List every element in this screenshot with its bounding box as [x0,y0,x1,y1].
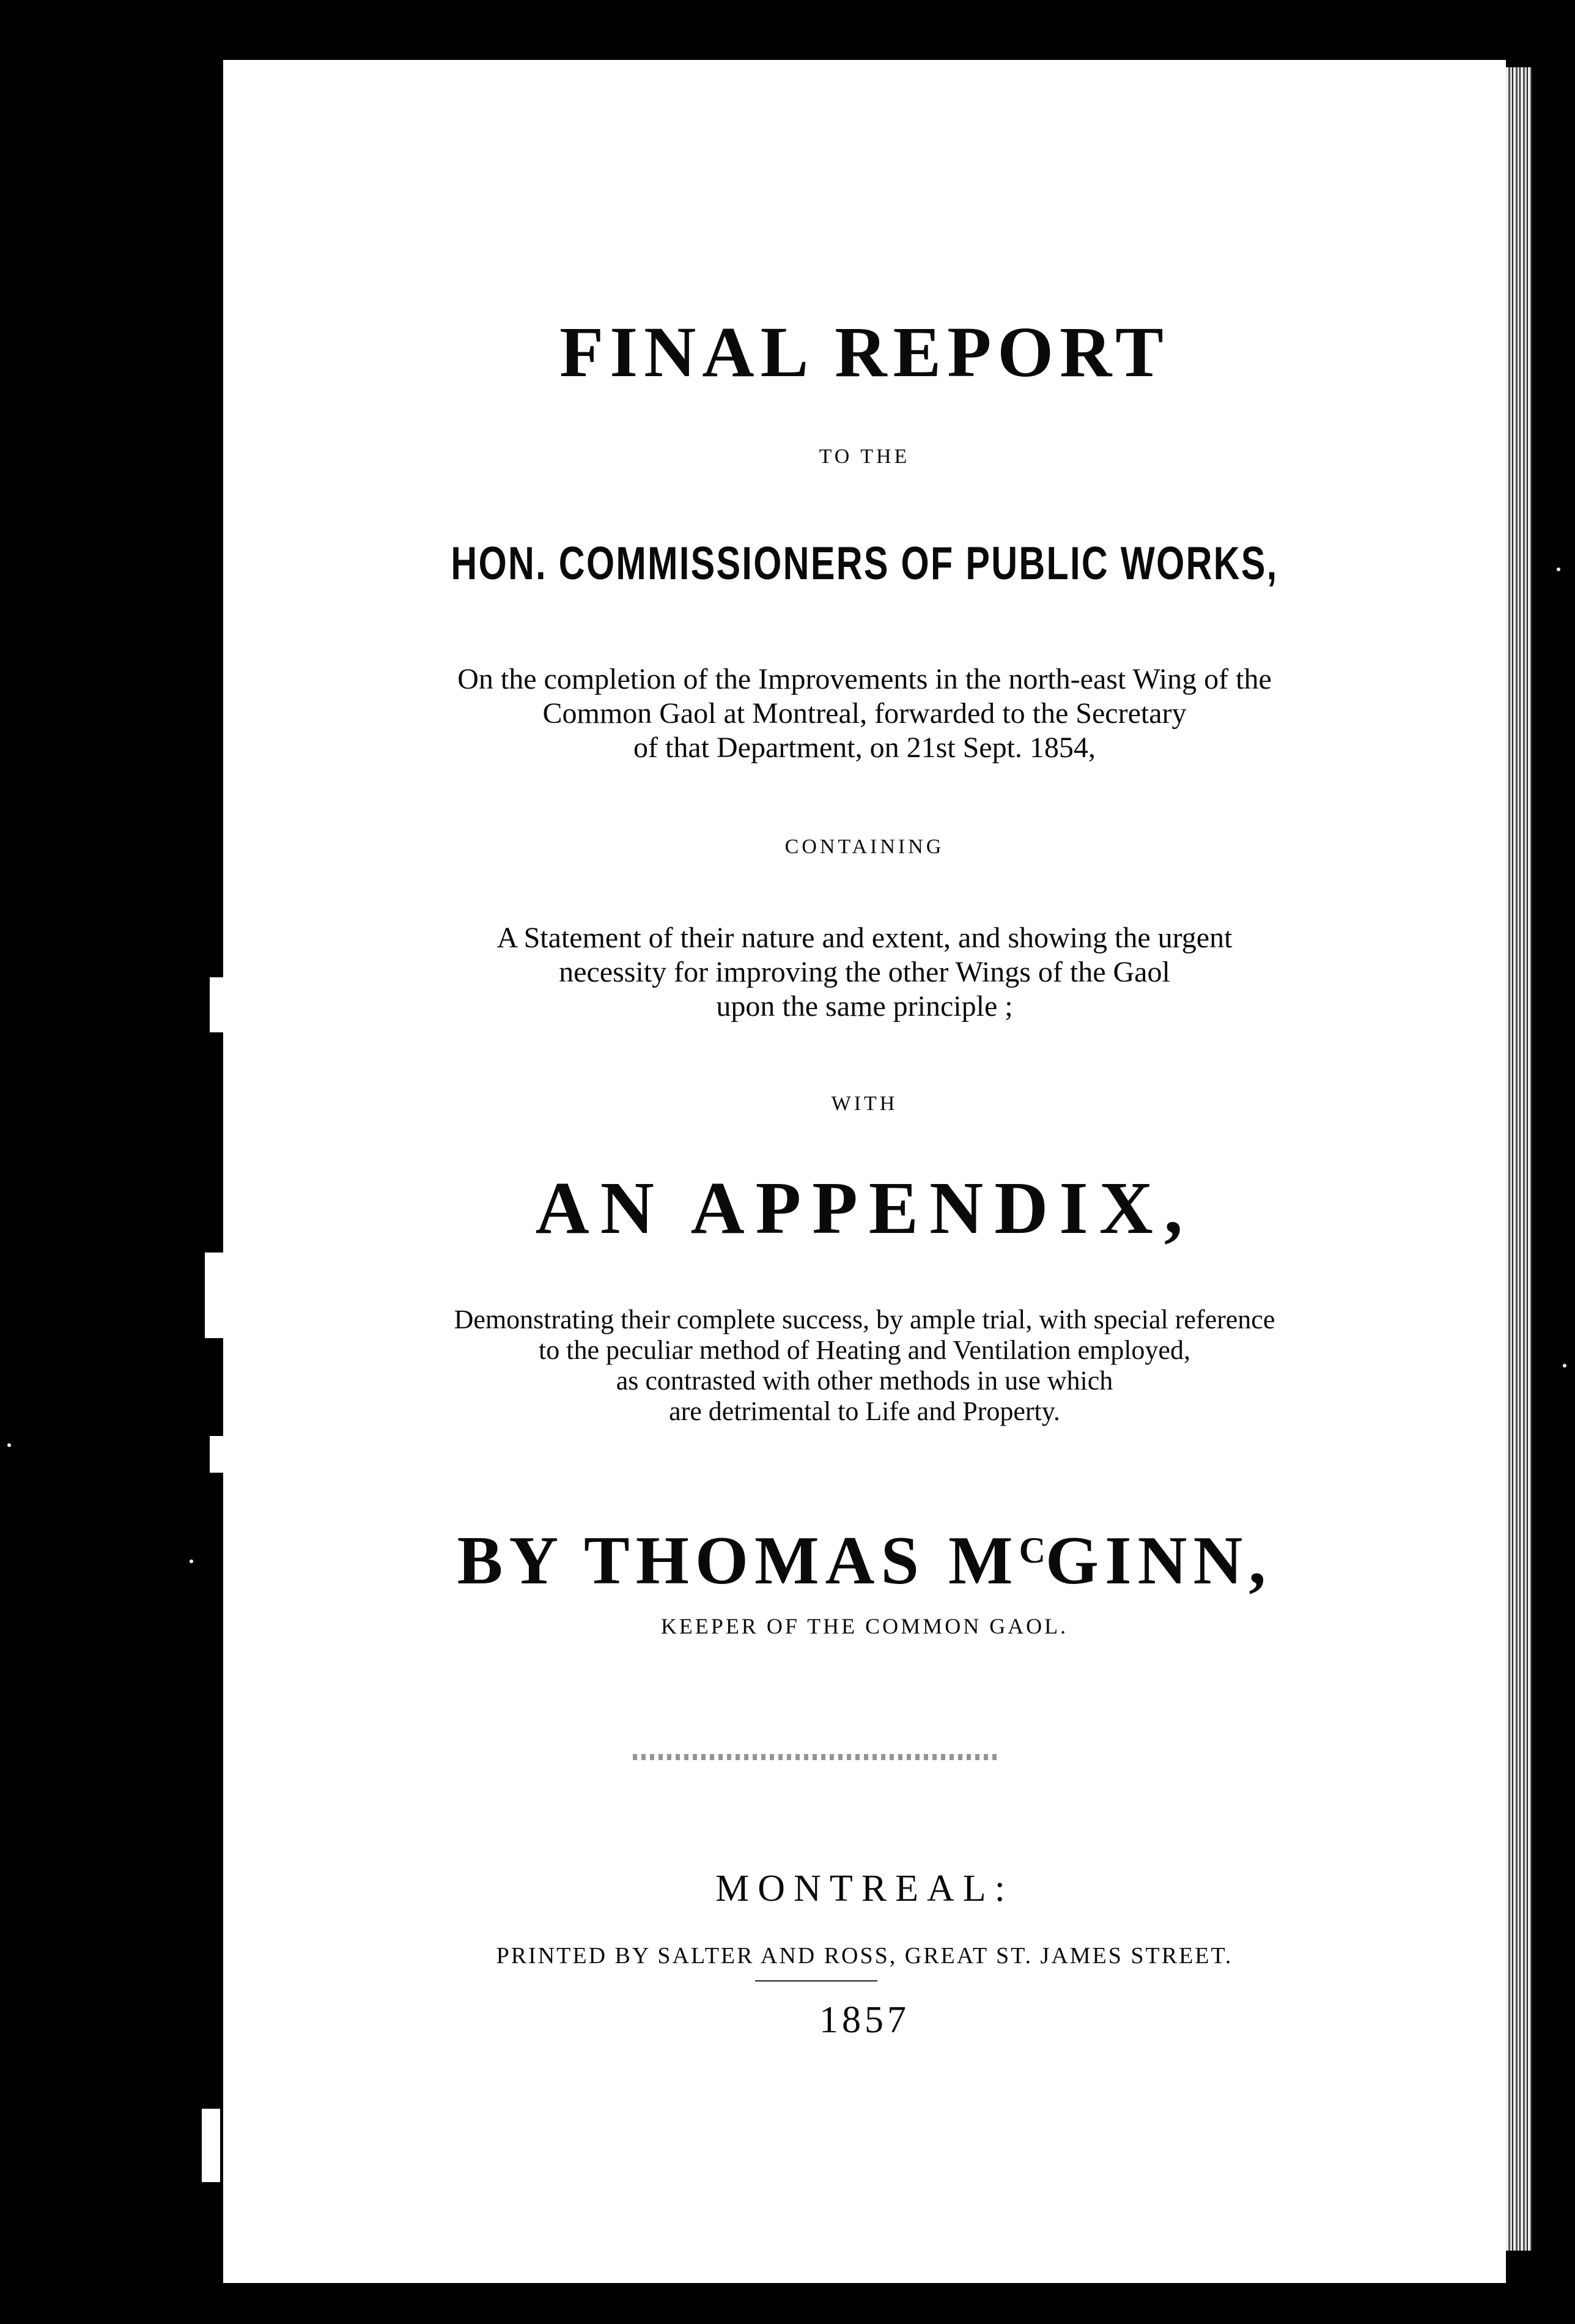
imprint-rule [755,1980,877,1982]
title-page [223,60,1506,2283]
appendix-line: as contrasted with other methods in use which [616,1366,1113,1396]
addressee-heading: HON. COMMISSIONERS OF PUBLIC WORKS, [451,538,1278,590]
statement-paragraph [223,921,1506,1024]
intro-line: of that Department, on 21st Sept. 1854, [633,731,1096,764]
imprint-city: MONTREAL: [715,1868,1014,1909]
torn-edge [202,2109,220,2182]
statement-line: necessity for improving the other Wings of the Gaol [559,956,1170,988]
ornamental-divider [633,1754,1000,1760]
imprint-printer: PRINTED BY SALTER AND ROSS, GREAT ST. JAMES STREET. [496,1943,1233,1969]
torn-edge [205,1253,223,1338]
statement-line: A Statement of their nature and extent, and showing the urgent [496,922,1233,954]
intro-line: On the completion of the Improvements in the north-east Wing of the [457,663,1272,695]
appendix-line: Demonstrating their complete success, by ample trial, with special reference [454,1304,1275,1334]
scan-speck [190,1560,193,1563]
author-role: KEEPER OF THE COMMON GAOL. [660,1614,1069,1638]
author-superscript: C [1019,1530,1046,1571]
torn-edge [210,1436,228,1473]
appendix-line: to the peculiar method of Heating and Ventilation employed, [539,1335,1190,1365]
imprint-year: 1857 [819,1999,910,2041]
containing-label: CONTAINING [784,835,945,858]
intro-paragraph [223,662,1506,765]
report-title: FINAL REPORT [559,312,1170,392]
with-label: WITH [831,1092,898,1115]
to-the-label: TO THE [819,445,910,468]
statement-line: upon the same principle ; [716,990,1013,1023]
scan-speck [1557,568,1560,571]
appendix-heading: AN APPENDIX, [535,1167,1194,1249]
intro-line: Common Gaol at Montreal, forwarded to the Secretary [542,697,1187,730]
author-byline [223,1522,1506,1601]
appendix-description [223,1304,1506,1427]
scan-speck [1563,1364,1566,1367]
author-name-end: GINN, [1045,1523,1272,1599]
author-name-start: BY THOMAS M [457,1523,1019,1599]
page-edge-stack [1506,67,1532,2251]
scan-speck [7,1443,11,1447]
appendix-line: are detrimental to Life and Property. [669,1396,1060,1426]
